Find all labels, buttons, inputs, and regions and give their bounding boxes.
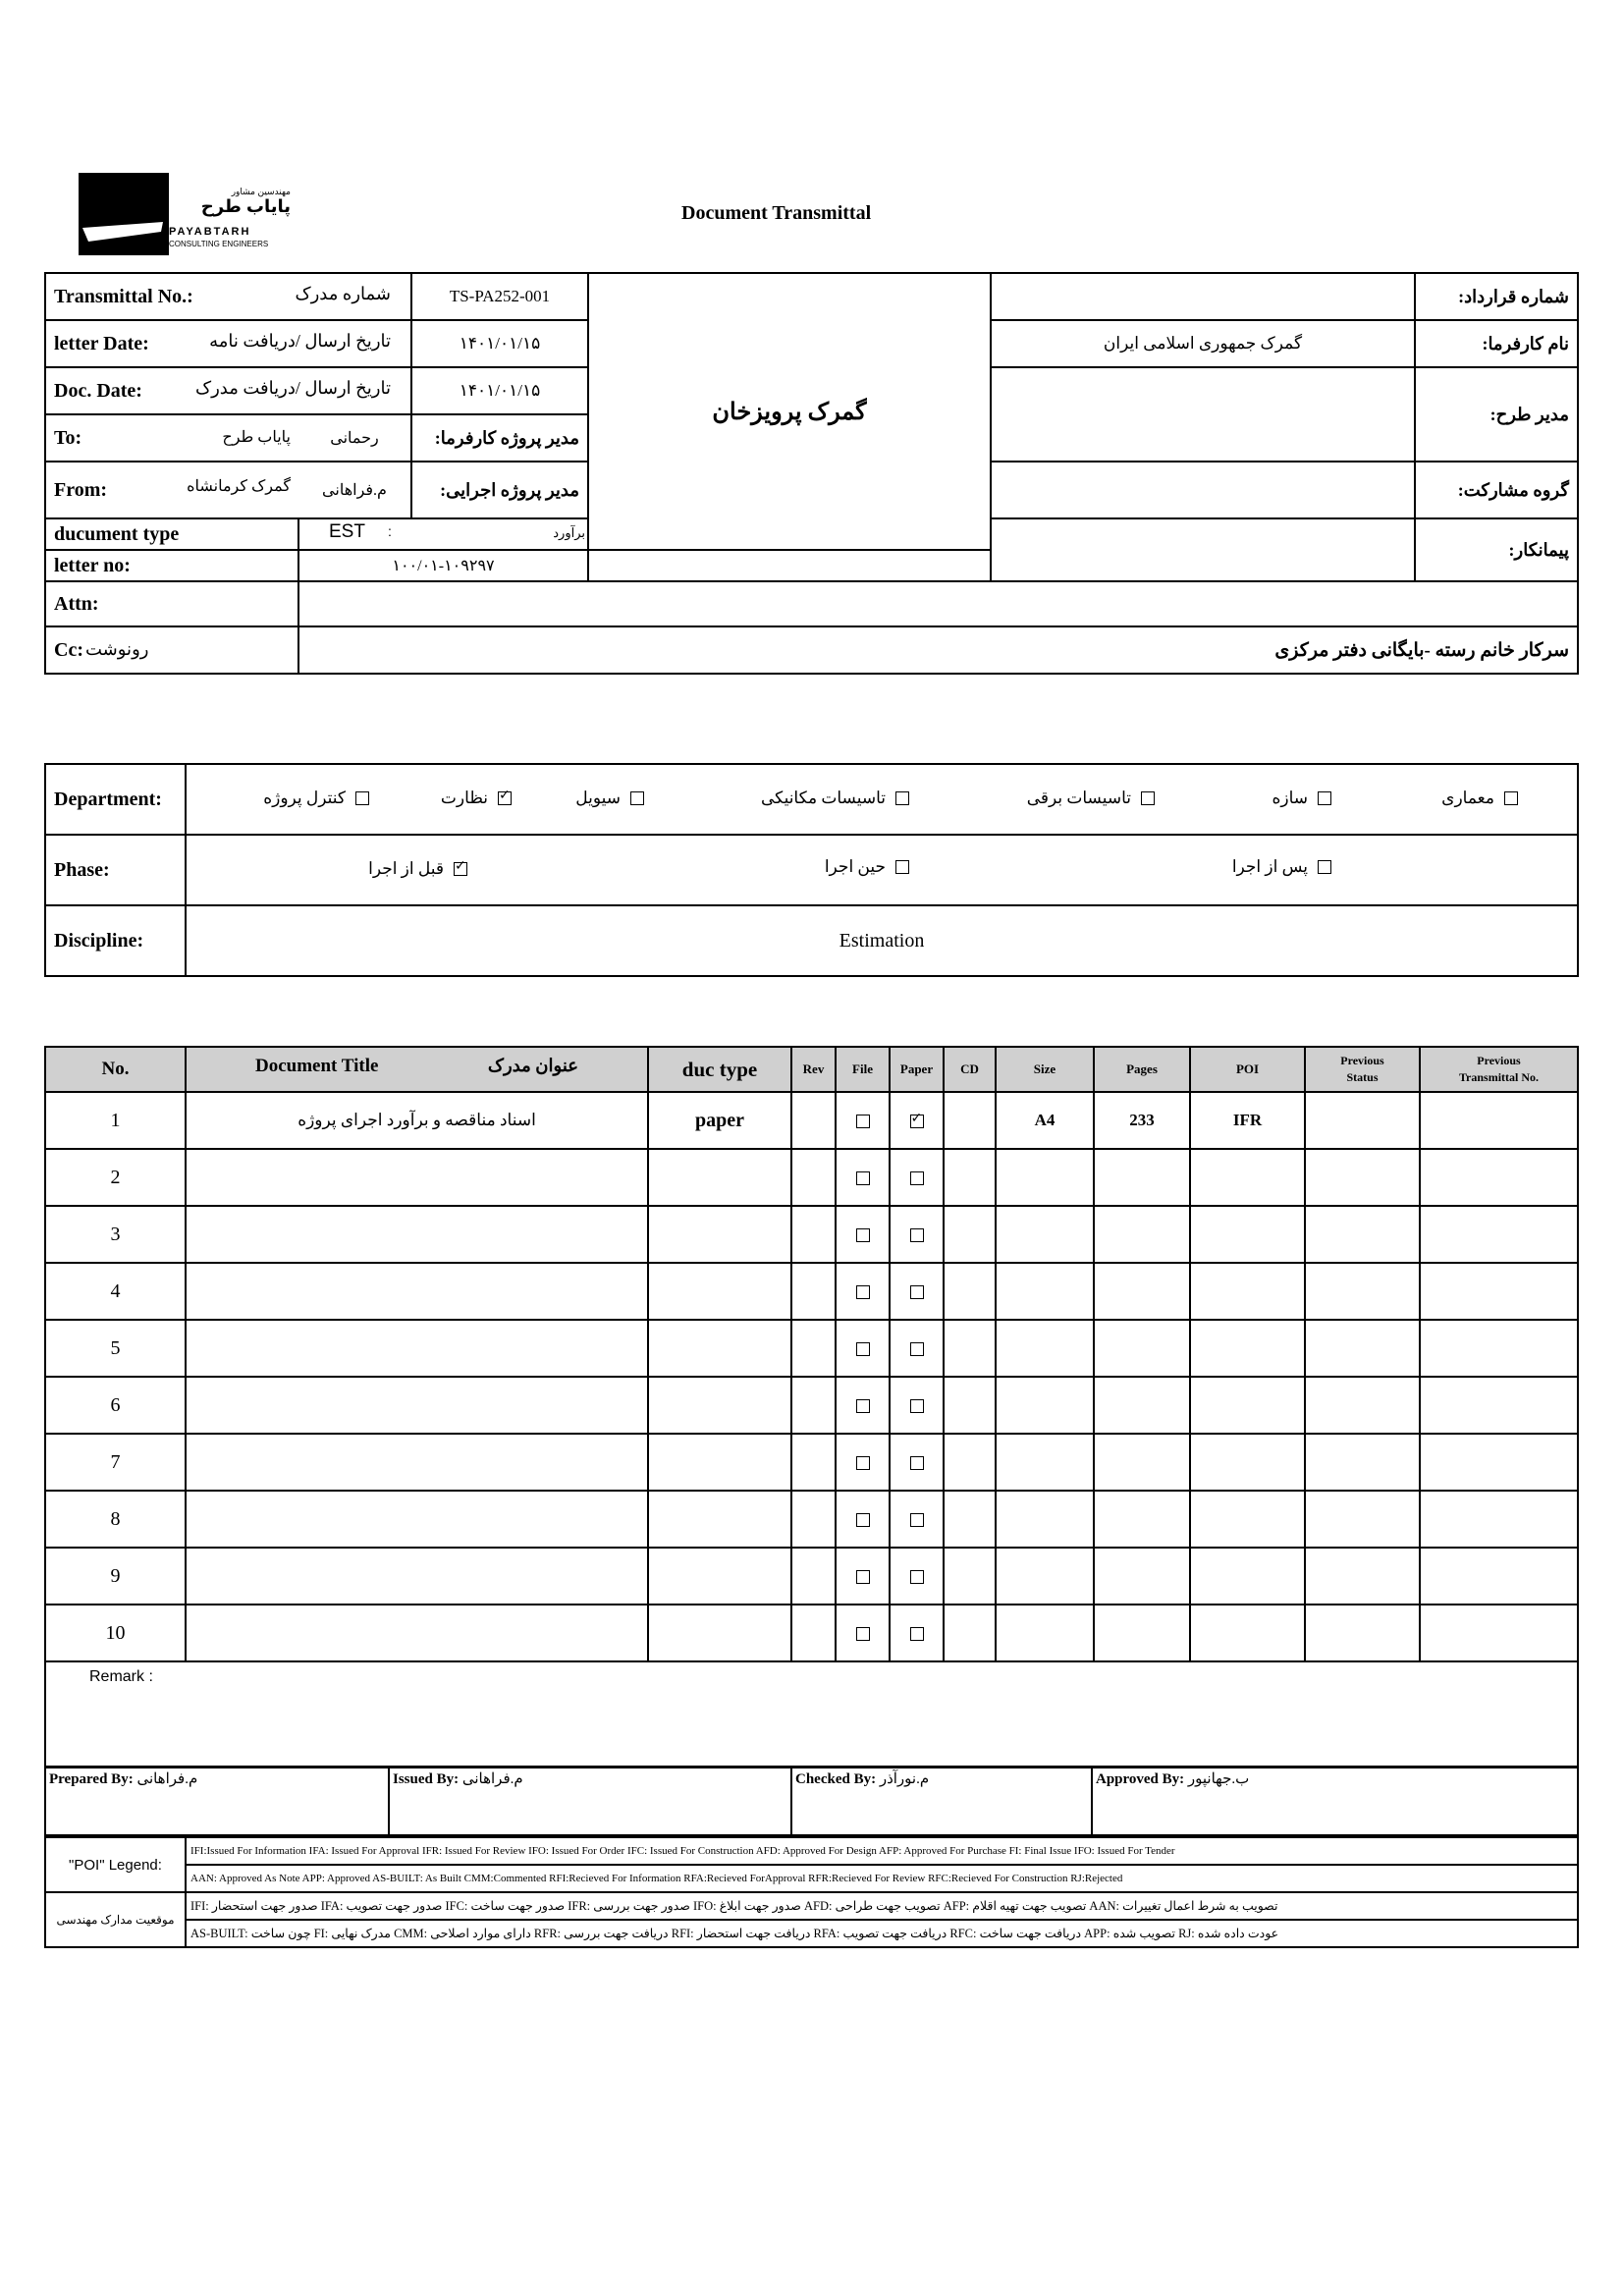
remark-cell[interactable] <box>45 1661 1578 1768</box>
contractor <box>991 518 1415 581</box>
dept-option-supervision[interactable]: ✓ نظارت <box>441 789 512 808</box>
letter-no: ۱۰۰/۰۱-۱۰۹۲۹۷ <box>298 550 588 581</box>
row-pages <box>1094 1206 1190 1263</box>
row-rev <box>791 1206 836 1263</box>
row-prev-transmittal <box>1420 1377 1578 1434</box>
dept-option-civil[interactable]: سیویل <box>575 789 644 808</box>
from-value: گمرک کرمانشاه <box>187 478 291 495</box>
row-prev-transmittal <box>1420 1149 1578 1206</box>
dept-option-project-control[interactable]: کنترل پروژه <box>263 789 369 808</box>
row-type <box>648 1605 791 1661</box>
row-prev-status <box>1305 1149 1420 1206</box>
letter-date-label-cell <box>45 320 411 367</box>
row-size: A4 <box>996 1092 1094 1149</box>
col-poi: POI <box>1190 1047 1305 1092</box>
row-no: 3 <box>45 1206 186 1263</box>
row-rev <box>791 1263 836 1320</box>
row-cd <box>944 1206 996 1263</box>
row-prev-status <box>1305 1491 1420 1548</box>
row-type <box>648 1149 791 1206</box>
row-title <box>186 1605 648 1661</box>
poi-legend-label: "POI" Legend: <box>45 1837 186 1892</box>
row-rev <box>791 1605 836 1661</box>
employer-label: نام کارفرما: <box>1415 320 1578 367</box>
col-prev-status: Previous Status <box>1305 1047 1420 1092</box>
row-title <box>186 1263 648 1320</box>
checkbox-icon[interactable] <box>910 1627 924 1641</box>
checkbox-icon[interactable] <box>856 1285 870 1299</box>
project-manager <box>991 367 1415 462</box>
checkbox-icon[interactable] <box>856 1228 870 1242</box>
row-size <box>996 1491 1094 1548</box>
row-poi <box>1190 1548 1305 1605</box>
classification-table <box>44 763 1579 977</box>
row-prev-transmittal <box>1420 1206 1578 1263</box>
exec-pm-label: مدیر پروژه اجرایی: <box>411 462 588 518</box>
row-type <box>648 1377 791 1434</box>
row-prev-transmittal <box>1420 1320 1578 1377</box>
row-file[interactable] <box>836 1206 890 1263</box>
employer-pm-label: مدیر پروژه کارفرما: <box>411 414 588 462</box>
document-table <box>44 1046 1579 1768</box>
row-size <box>996 1434 1094 1491</box>
doc-date-label: Doc. Date: <box>54 379 142 402</box>
row-paper[interactable] <box>890 1206 944 1263</box>
legend-line-1: IFI:Issued For Information IFA: Issued For Approval IFR: Issued For Review IFO: Issued For Order IFC: Issued For Construction AFD: Approved For Design AFP: Approved For Purchase FI: Final Issue IFO: Issued For Tender <box>186 1837 1578 1865</box>
row-type <box>648 1491 791 1548</box>
row-title <box>186 1548 648 1605</box>
letter-date-label-fa: تاریخ ارسال /دریافت نامه <box>209 331 391 351</box>
row-prev-status <box>1305 1092 1420 1149</box>
checkbox-icon[interactable] <box>895 791 909 805</box>
row-prev-transmittal <box>1420 1263 1578 1320</box>
checkbox-icon[interactable] <box>856 1115 870 1128</box>
row-file[interactable] <box>836 1263 890 1320</box>
row-no: 2 <box>45 1149 186 1206</box>
row-size <box>996 1548 1094 1605</box>
row-pages <box>1094 1605 1190 1661</box>
row-file[interactable] <box>836 1092 890 1149</box>
checkbox-icon[interactable] <box>355 791 369 805</box>
row-prev-transmittal <box>1420 1434 1578 1491</box>
row-rev <box>791 1548 836 1605</box>
discipline-value: Estimation <box>186 905 1578 976</box>
to-value: پایاب طرح <box>222 429 291 446</box>
row-size <box>996 1206 1094 1263</box>
project-name-spacer <box>588 550 991 581</box>
legend-table <box>44 1836 1579 1948</box>
letter-no-label: letter no: <box>45 550 298 581</box>
doc-type-label: ducument type <box>45 518 298 550</box>
row-rev <box>791 1434 836 1491</box>
checkbox-icon[interactable] <box>910 1570 924 1584</box>
row-cd <box>944 1548 996 1605</box>
row-poi <box>1190 1605 1305 1661</box>
row-rev <box>791 1092 836 1149</box>
letter-date-label: letter Date: <box>54 332 149 354</box>
checked-by: م.نورآذر <box>879 1771 930 1787</box>
checkbox-checked-icon[interactable] <box>498 791 512 805</box>
row-paper[interactable] <box>890 1149 944 1206</box>
approved-by: ب.جهانپور <box>1187 1771 1250 1787</box>
discipline-label: Discipline: <box>45 905 186 976</box>
row-file[interactable] <box>836 1491 890 1548</box>
checkbox-icon[interactable] <box>910 1513 924 1527</box>
cc-label: Cc: <box>54 638 83 661</box>
company-name-en: PAYABTARH <box>169 226 251 238</box>
legend-line-3: IFI: صدور جهت استحضار IFA: صدور جهت تصویب IFC: صدور جهت ساخت IFR: صدور جهت بررسی IFO: صدور جهت ابلاغ AFD: تصویب جهت طراحی AFP: تصویب جهت تهیه اقلام AAN: تصویب به شرط اعمال تغییرات <box>186 1892 1578 1920</box>
checkbox-checked-icon[interactable] <box>454 862 467 876</box>
phase-option-during[interactable]: حین اجرا <box>825 857 909 877</box>
table-row <box>45 1092 1578 1149</box>
checkbox-icon[interactable] <box>895 860 909 874</box>
dept-option-structure[interactable]: سازه <box>1272 789 1331 808</box>
checkbox-icon[interactable] <box>856 1399 870 1413</box>
row-paper[interactable] <box>890 1320 944 1377</box>
row-poi <box>1190 1491 1305 1548</box>
checkbox-icon[interactable] <box>856 1456 870 1470</box>
row-pages: 233 <box>1094 1092 1190 1149</box>
row-poi <box>1190 1149 1305 1206</box>
row-poi <box>1190 1206 1305 1263</box>
row-pages <box>1094 1263 1190 1320</box>
row-prev-status <box>1305 1548 1420 1605</box>
row-poi <box>1190 1434 1305 1491</box>
row-cd <box>944 1149 996 1206</box>
doc-type-fa: برآورد <box>553 525 585 540</box>
row-rev <box>791 1491 836 1548</box>
attn-label: Attn: <box>45 581 298 626</box>
row-prev-status <box>1305 1320 1420 1377</box>
from-cell <box>45 462 298 518</box>
info-table <box>44 272 1579 675</box>
partnership <box>991 462 1415 518</box>
row-title <box>186 1320 648 1377</box>
row-type <box>648 1434 791 1491</box>
dept-option-mechanical[interactable]: تاسیسات مکانیکی <box>761 789 909 808</box>
row-no: 5 <box>45 1320 186 1377</box>
row-poi <box>1190 1320 1305 1377</box>
row-prev-status <box>1305 1377 1420 1434</box>
row-title <box>186 1206 648 1263</box>
status-legend-label: موقعیت مدارک مهندسی <box>45 1892 186 1947</box>
col-file: File <box>836 1047 890 1092</box>
company-logo <box>79 173 295 255</box>
to-cell <box>45 414 298 462</box>
project-manager-label: مدیر طرح: <box>1415 367 1578 462</box>
table-row <box>45 1320 1578 1377</box>
row-cd <box>944 1434 996 1491</box>
row-paper[interactable] <box>890 1092 944 1149</box>
row-title <box>186 1434 648 1491</box>
row-rev <box>791 1149 836 1206</box>
row-cd <box>944 1491 996 1548</box>
letter-date: ۱۴۰۱/۰۱/۱۵ <box>411 320 588 367</box>
col-cd: CD <box>944 1047 996 1092</box>
row-paper[interactable] <box>890 1434 944 1491</box>
cc-label-fa: رونوشت <box>85 639 149 659</box>
table-row <box>45 1149 1578 1206</box>
legend-line-2: AAN: Approved As Note APP: Approved AS-BUILT: As Built CMM:Commented RFI:Recieved For Information RFA:Recieved ForApproval RFR:Recieved For Review RFC:Recieved For Construction RJ:Rejected <box>186 1865 1578 1892</box>
row-prev-status <box>1305 1605 1420 1661</box>
row-no: 6 <box>45 1377 186 1434</box>
row-file[interactable] <box>836 1320 890 1377</box>
row-prev-transmittal <box>1420 1491 1578 1548</box>
checkbox-icon[interactable] <box>856 1342 870 1356</box>
row-size <box>996 1263 1094 1320</box>
row-rev <box>791 1320 836 1377</box>
checkbox-icon[interactable] <box>1318 860 1331 874</box>
dept-option-electrical[interactable]: تاسیسات برقی <box>1027 789 1155 808</box>
row-prev-transmittal <box>1420 1548 1578 1605</box>
row-type: paper <box>648 1092 791 1149</box>
legend-line-4: AS-BUILT: چون ساخت FI: مدرک نهایی CMM: دارای موارد اصلاحی RFR: دریافت جهت بررسی RFI: دریافت جهت استحضار RFA: دریافت جهت تصویب RFC: دریافت جهت ساخت APP: تصویب شده RJ: عودت داده شده <box>186 1920 1578 1947</box>
department-label: Department: <box>45 764 186 835</box>
row-paper[interactable] <box>890 1263 944 1320</box>
checkbox-checked-icon[interactable] <box>910 1115 924 1128</box>
row-no: 7 <box>45 1434 186 1491</box>
from-person: م.فراهانی <box>298 462 411 518</box>
doc-date-label-fa: تاریخ ارسال /دریافت مدرک <box>194 378 391 398</box>
row-file[interactable] <box>836 1434 890 1491</box>
checkbox-icon[interactable] <box>856 1513 870 1527</box>
row-pages <box>1094 1149 1190 1206</box>
row-no: 9 <box>45 1548 186 1605</box>
partnership-label: گروه مشارکت: <box>1415 462 1578 518</box>
cc-value: سرکار خانم رسته -بایگانی دفتر مرکزی <box>298 626 1578 674</box>
row-title <box>186 1149 648 1206</box>
approved-cell: Approved By: ب.جهانپور <box>1092 1767 1578 1835</box>
row-type <box>648 1206 791 1263</box>
row-no: 4 <box>45 1263 186 1320</box>
doc-date: ۱۴۰۱/۰۱/۱۵ <box>411 367 588 414</box>
department-options <box>186 764 1578 835</box>
row-file[interactable] <box>836 1377 890 1434</box>
to-person: رحمانی <box>298 414 411 462</box>
checkbox-icon[interactable] <box>910 1285 924 1299</box>
checkbox-icon[interactable] <box>910 1228 924 1242</box>
row-prev-status <box>1305 1434 1420 1491</box>
row-paper[interactable] <box>890 1491 944 1548</box>
row-paper[interactable] <box>890 1548 944 1605</box>
col-no: No. <box>45 1047 186 1092</box>
table-row <box>45 1548 1578 1605</box>
col-type: duc type <box>648 1047 791 1092</box>
phase-option-before[interactable]: ✓ قبل از اجرا <box>368 859 467 879</box>
to-label: To: <box>54 426 82 449</box>
table-row <box>45 1491 1578 1548</box>
row-poi <box>1190 1263 1305 1320</box>
row-cd <box>944 1377 996 1434</box>
checkbox-icon[interactable] <box>910 1399 924 1413</box>
row-poi <box>1190 1377 1305 1434</box>
project-name: گمرک پرویزخان <box>588 273 991 550</box>
row-pages <box>1094 1548 1190 1605</box>
row-cd <box>944 1320 996 1377</box>
issued-cell: Issued By: م.فراهانی <box>389 1767 791 1835</box>
contract-no-label: شماره قرارداد: <box>1415 273 1578 320</box>
row-prev-transmittal <box>1420 1605 1578 1661</box>
checkbox-icon[interactable] <box>910 1171 924 1185</box>
issued-by: م.فراهانی <box>461 1771 523 1787</box>
row-size <box>996 1320 1094 1377</box>
row-type <box>648 1263 791 1320</box>
row-cd <box>944 1092 996 1149</box>
table-row <box>45 1263 1578 1320</box>
checkbox-icon[interactable] <box>1318 791 1331 805</box>
row-title <box>186 1491 648 1548</box>
row-pages <box>1094 1491 1190 1548</box>
checkbox-icon[interactable] <box>1141 791 1155 805</box>
row-prev-transmittal <box>1420 1092 1578 1149</box>
checkbox-icon[interactable] <box>910 1456 924 1470</box>
row-prev-status <box>1305 1263 1420 1320</box>
contractor-label: پیمانکار: <box>1415 518 1578 581</box>
table-row <box>45 1605 1578 1661</box>
row-pages <box>1094 1377 1190 1434</box>
row-paper[interactable] <box>890 1605 944 1661</box>
company-tagline: CONSULTING ENGINEERS <box>169 240 269 248</box>
table-row <box>45 1434 1578 1491</box>
attn-value <box>298 581 1578 626</box>
checkbox-icon[interactable] <box>630 791 644 805</box>
checkbox-icon[interactable] <box>856 1570 870 1584</box>
row-file[interactable] <box>836 1605 890 1661</box>
row-type <box>648 1320 791 1377</box>
row-pages <box>1094 1320 1190 1377</box>
row-size <box>996 1149 1094 1206</box>
row-size <box>996 1605 1094 1661</box>
transmittal-no-label-cell <box>45 273 411 320</box>
checkbox-icon[interactable] <box>856 1171 870 1185</box>
row-poi: IFR <box>1190 1092 1305 1149</box>
checkbox-icon[interactable] <box>1504 791 1518 805</box>
table-row <box>45 1377 1578 1434</box>
employer: گمرک جمهوری اسلامی ایران <box>991 320 1415 367</box>
checkbox-icon[interactable] <box>910 1342 924 1356</box>
col-prev-transmittal: Previous Transmittal No. <box>1420 1047 1578 1092</box>
contract-no <box>991 273 1415 320</box>
checked-cell: Checked By: م.نورآذر <box>791 1767 1092 1835</box>
prepared-by: م.فراهانی <box>136 1771 198 1787</box>
table-row <box>45 1206 1578 1263</box>
phase-label: Phase: <box>45 835 186 905</box>
doc-date-label-cell <box>45 367 411 414</box>
doc-type-cell <box>298 518 588 550</box>
signature-table <box>44 1766 1579 1836</box>
transmittal-no: TS-PA252-001 <box>411 273 588 320</box>
company-subtitle: مهندسین مشاور <box>231 187 291 196</box>
page-title: Document Transmittal <box>681 202 872 224</box>
row-size <box>996 1377 1094 1434</box>
row-file[interactable] <box>836 1548 890 1605</box>
row-no: 8 <box>45 1491 186 1548</box>
row-prev-status <box>1305 1206 1420 1263</box>
logo-mark-icon <box>79 173 169 255</box>
col-title: Document Title عنوان مدرک <box>186 1047 648 1092</box>
col-pages: Pages <box>1094 1047 1190 1092</box>
row-cd <box>944 1605 996 1661</box>
col-size: Size <box>996 1047 1094 1092</box>
dept-option-architecture[interactable]: معماری <box>1441 789 1518 808</box>
transmittal-no-label-fa: شماره مدرک <box>295 284 391 303</box>
row-no: 10 <box>45 1605 186 1661</box>
row-cd <box>944 1263 996 1320</box>
row-paper[interactable] <box>890 1377 944 1434</box>
col-paper: Paper <box>890 1047 944 1092</box>
cc-cell <box>45 626 298 674</box>
col-rev: Rev <box>791 1047 836 1092</box>
remark-label: Remark : <box>89 1668 153 1685</box>
prepared-cell: Prepared By: م.فراهانی <box>45 1767 389 1835</box>
row-title: اسناد مناقصه و برآورد اجرای پروژه <box>186 1092 648 1149</box>
checkbox-icon[interactable] <box>856 1627 870 1641</box>
from-label: From: <box>54 478 108 501</box>
row-rev <box>791 1377 836 1434</box>
doc-type-sep: : <box>388 523 392 539</box>
transmittal-no-label: Transmittal No.: <box>54 285 193 307</box>
row-title <box>186 1377 648 1434</box>
row-file[interactable] <box>836 1149 890 1206</box>
phase-options <box>186 835 1578 905</box>
row-pages <box>1094 1434 1190 1491</box>
phase-option-after[interactable]: پس از اجرا <box>1232 857 1331 877</box>
doc-type-value: EST <box>329 521 365 542</box>
row-type <box>648 1548 791 1605</box>
row-no: 1 <box>45 1092 186 1149</box>
company-name-fa: پایاب طرح <box>200 196 291 216</box>
